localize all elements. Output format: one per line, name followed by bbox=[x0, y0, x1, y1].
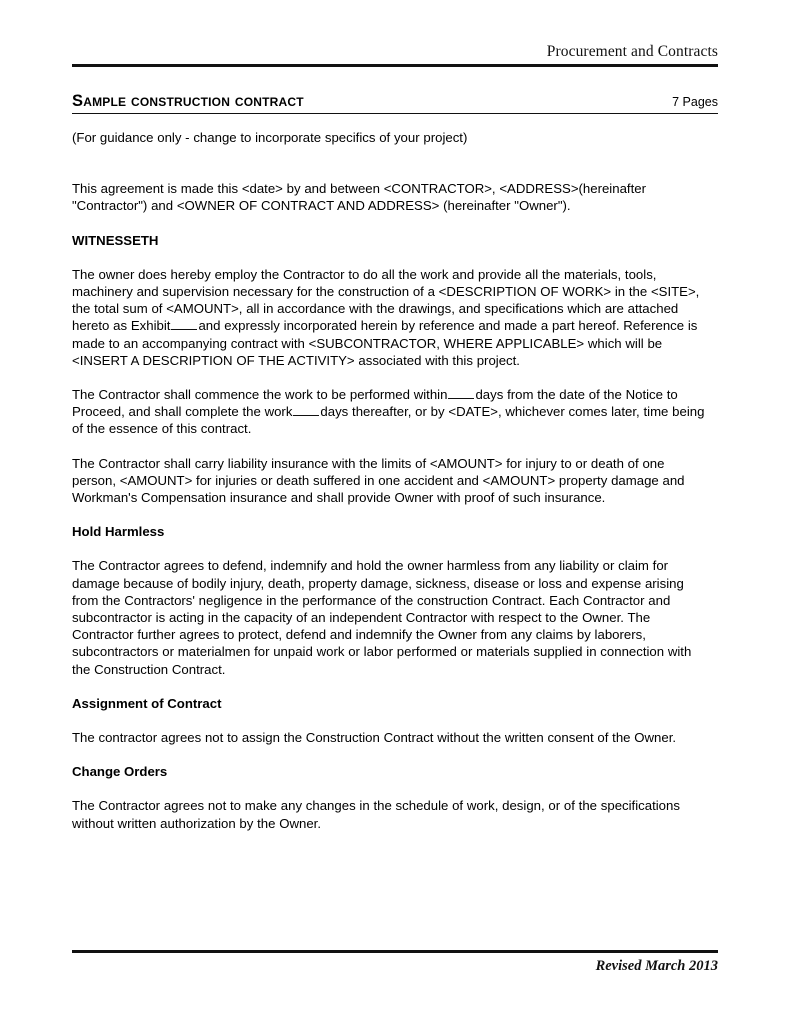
page-count-label: 7 Pages bbox=[672, 95, 718, 109]
commencement-part3: days thereafter, or by <DATE>, whichever comes later, time being of the essence of this contract. bbox=[72, 404, 705, 437]
document-body bbox=[72, 129, 712, 832]
footer-rule bbox=[72, 950, 718, 953]
header-rule bbox=[72, 64, 718, 67]
change-orders-paragraph: The Contractor agrees not to make any changes in the schedule of work, design, or of the specifications without written authorization by the Owner. bbox=[72, 798, 680, 831]
body-spacer bbox=[72, 163, 712, 180]
employ-paragraph bbox=[72, 266, 712, 369]
footer-revision-label: Revised March 2013 bbox=[595, 958, 718, 974]
assignment-paragraph: The contractor agrees not to assign the Construction Contract without the written consent of the Owner. bbox=[72, 730, 677, 746]
employ-paragraph-part2: and expressly incorporated herein by reference and made a part hereof. Reference is made to an accompanying contract with <SUBCONTRACTOR, WHERE APPLICABLE> which will be <INSERT A DESCRIPTION OF THE ACTIVITY> associated with this project. bbox=[72, 318, 698, 368]
guidance-note: (For guidance only - change to incorporate specifics of your project) bbox=[72, 130, 468, 145]
commencement-part2: days from the date of the Notice to Proceed, and shall complete the work bbox=[72, 387, 678, 420]
commencement-part1: The Contractor shall commence the work to be performed within bbox=[72, 387, 448, 403]
document-title-row bbox=[72, 92, 718, 114]
section-heading-change-orders: Change Orders bbox=[72, 764, 168, 780]
exhibit-blank-line bbox=[171, 329, 197, 330]
page-title: Sample construction contract bbox=[72, 92, 304, 110]
running-header bbox=[72, 42, 718, 67]
agreement-intro-paragraph: This agreement is made this <date> by and between <CONTRACTOR>, <ADDRESS>(hereinafter "Contractor") and <OWNER OF CONTRACT AND ADDRESS> (hereinafter "Owner"). bbox=[72, 181, 646, 214]
section-heading-witnesseth: WITNESSETH bbox=[72, 232, 159, 248]
running-header-title: Procurement and Contracts bbox=[546, 43, 718, 60]
commencement-paragraph bbox=[72, 386, 712, 438]
document-footer bbox=[72, 950, 718, 975]
section-heading-assignment-of-contract: Assignment of Contract bbox=[72, 695, 222, 711]
employ-paragraph-part1: The owner does hereby employ the Contractor to do all the work and provide all the materials, tools, machinery and supervision necessary for the construction of a <DESCRIPTION OF WORK> in the <SITE>, the total sum of <AMOUNT>, all in accordance with the drawings, and specifications which are attached hereto as Exhibit bbox=[72, 266, 700, 334]
completion-days-blank-line bbox=[293, 415, 319, 416]
hold-harmless-paragraph: The Contractor agrees to defend, indemnify and hold the owner harmless from any liability or claim for damage because of bodily injury, death, property damage, sickness, disease or loss and expense arising from the Contractors' negligence in the performance of the construction Contract. Each Contractor and subcontractor is acting in the capacity of an independent Contractor with respect to the Owner. The Contractor further agrees to protect, defend and indemnify the Owner from any claims by laborers, subcontractors or materialmen for unpaid work or labor performed or materials supplied in connection with the Construction Contract. bbox=[72, 558, 692, 677]
insurance-paragraph: The Contractor shall carry liability insurance with the limits of <AMOUNT> for injury to or death of one person, <AMOUNT> for injuries or death suffered in one accident and <AMOUNT> property damage and Workman's Compensation insurance and shall provide Owner with proof of such insurance. bbox=[72, 455, 685, 506]
section-heading-hold-harmless: Hold Harmless bbox=[72, 524, 165, 540]
commence-days-blank-line bbox=[448, 398, 474, 399]
